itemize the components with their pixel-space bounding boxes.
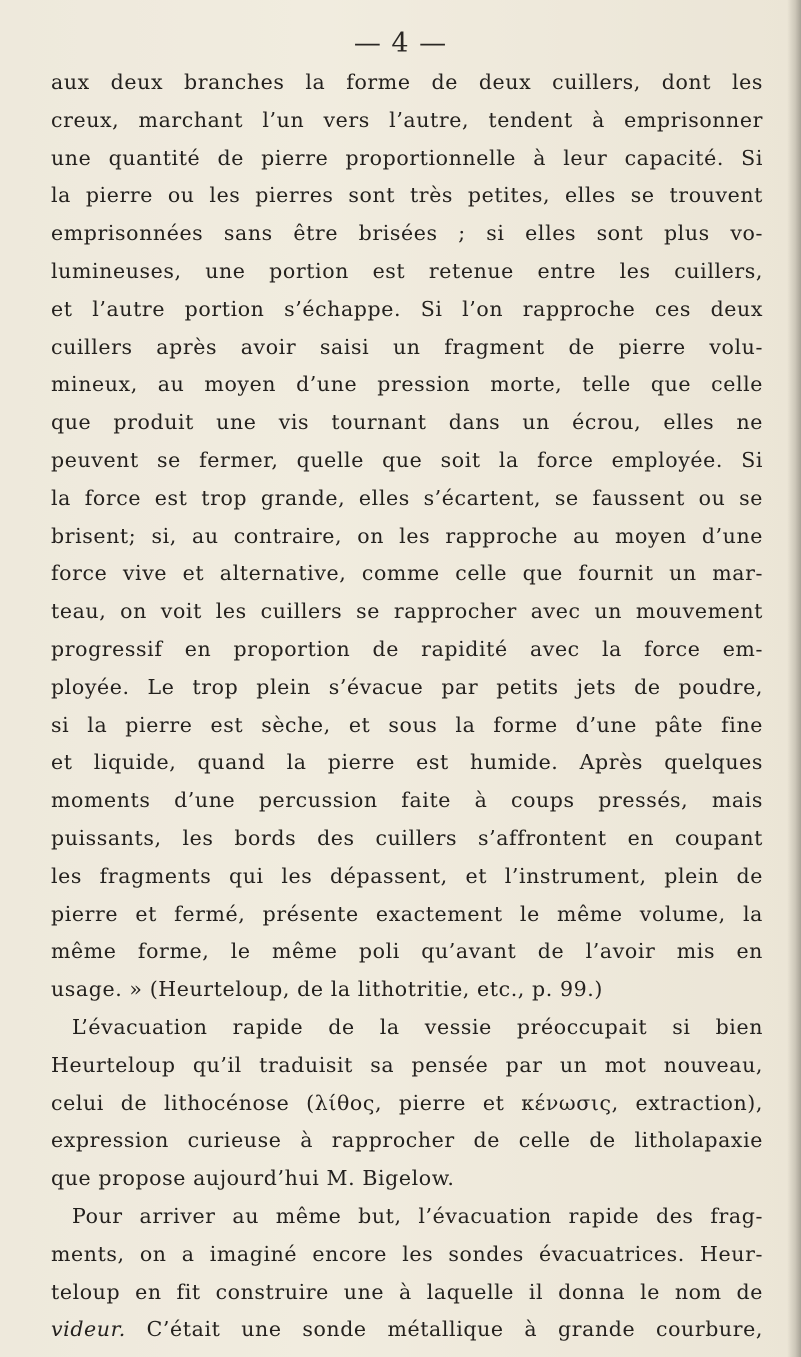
text-line: Pour arriver au même but, l’évacuation rapide des frag-	[72, 1203, 763, 1228]
text-line: ployée. Le trop plein s’évacue par petits jets de poudre,	[51, 674, 763, 699]
text-line: et liquide, quand la pierre est humide. Après quelques	[51, 750, 763, 775]
text-line: emprisonnées sans être brisées ; si elles sont plus vo-	[51, 221, 763, 246]
text-line: teau, on voit les cuillers se rapprocher avec un mouvement	[51, 599, 763, 624]
text-line: aux deux branches la forme de deux cuillers, dont les	[51, 70, 763, 94]
text-line: force vive et alternative, comme celle que fournit un mar-	[51, 561, 763, 586]
page-number: — 4 —	[353, 28, 448, 59]
text-line: une quantité de pierre proportionnelle à leur capacité. Si	[51, 145, 763, 170]
text-line: creux, marchant l’un vers l’autre, tendent à emprisonner	[51, 107, 763, 132]
text-line: ments, on a imaginé encore les sondes évacuatrices. Heur-	[51, 1241, 763, 1266]
text-line: et l’autre portion s’échappe. Si l’on rapproche ces deux	[51, 296, 763, 321]
text-line: peuvent se fermer, quelle que soit la force employée. Si	[51, 447, 763, 472]
page-edge-shadow	[787, 0, 801, 1357]
text-line: pierre et fermé, présente exactement le même volume, la	[51, 901, 763, 926]
text-line: la force est trop grande, elles s’écartent, se faussent ou se	[51, 485, 763, 510]
text-line: brisent; si, au contraire, on les rapproche au moyen d’une	[51, 523, 763, 548]
text-line: teloup en fit construire une à laquelle il donna le nom de	[51, 1279, 763, 1304]
text-line: que produit une vis tournant dans un écrou, elles ne	[51, 410, 763, 435]
text-line: progressif en proportion de rapidité avec la force em-	[51, 636, 763, 661]
body-text	[51, 64, 763, 1349]
text-line: L’évacuation rapide de la vessie préoccupait si bien	[72, 1014, 763, 1039]
text-line: mineux, au moyen d’une pression morte, telle que celle	[51, 372, 763, 397]
text-line: celui de lithocénose (λίθος, pierre et κένωσις, extraction),	[51, 1090, 763, 1115]
text-line: lumineuses, une portion est retenue entre les cuillers,	[51, 258, 763, 283]
text-line	[51, 1311, 763, 1349]
text-line: la pierre ou les pierres sont très petites, elles se trouvent	[51, 183, 763, 208]
text-line: moments d’une percussion faite à coups pressés, mais	[51, 788, 763, 813]
text-line: que propose aujourd’hui M. Bigelow.	[51, 1166, 455, 1191]
text-line: puissants, les bords des cuillers s’affrontent en coupant	[51, 825, 763, 850]
text-line: expression curieuse à rapprocher de celle de litholapaxie	[51, 1128, 763, 1153]
text-line: si la pierre est sèche, et sous la forme d’une pâte fine	[51, 712, 763, 737]
text-line: même forme, le même poli qu’avant de l’avoir mis en	[51, 939, 763, 964]
text-line: les fragments qui les dépassent, et l’instrument, plein de	[51, 863, 763, 888]
text-fragment: C’était une sonde métallique à grande courbure,	[125, 1317, 763, 1342]
text-line: cuillers après avoir saisi un fragment de pierre volu-	[51, 334, 763, 359]
italic-term: videur.	[51, 1317, 126, 1342]
text-line: Heurteloup qu’il traduisit sa pensée par un mot nouveau,	[51, 1052, 763, 1077]
text-line: usage. » (Heurteloup, de la lithotritie, etc., p. 99.)	[51, 977, 603, 1002]
